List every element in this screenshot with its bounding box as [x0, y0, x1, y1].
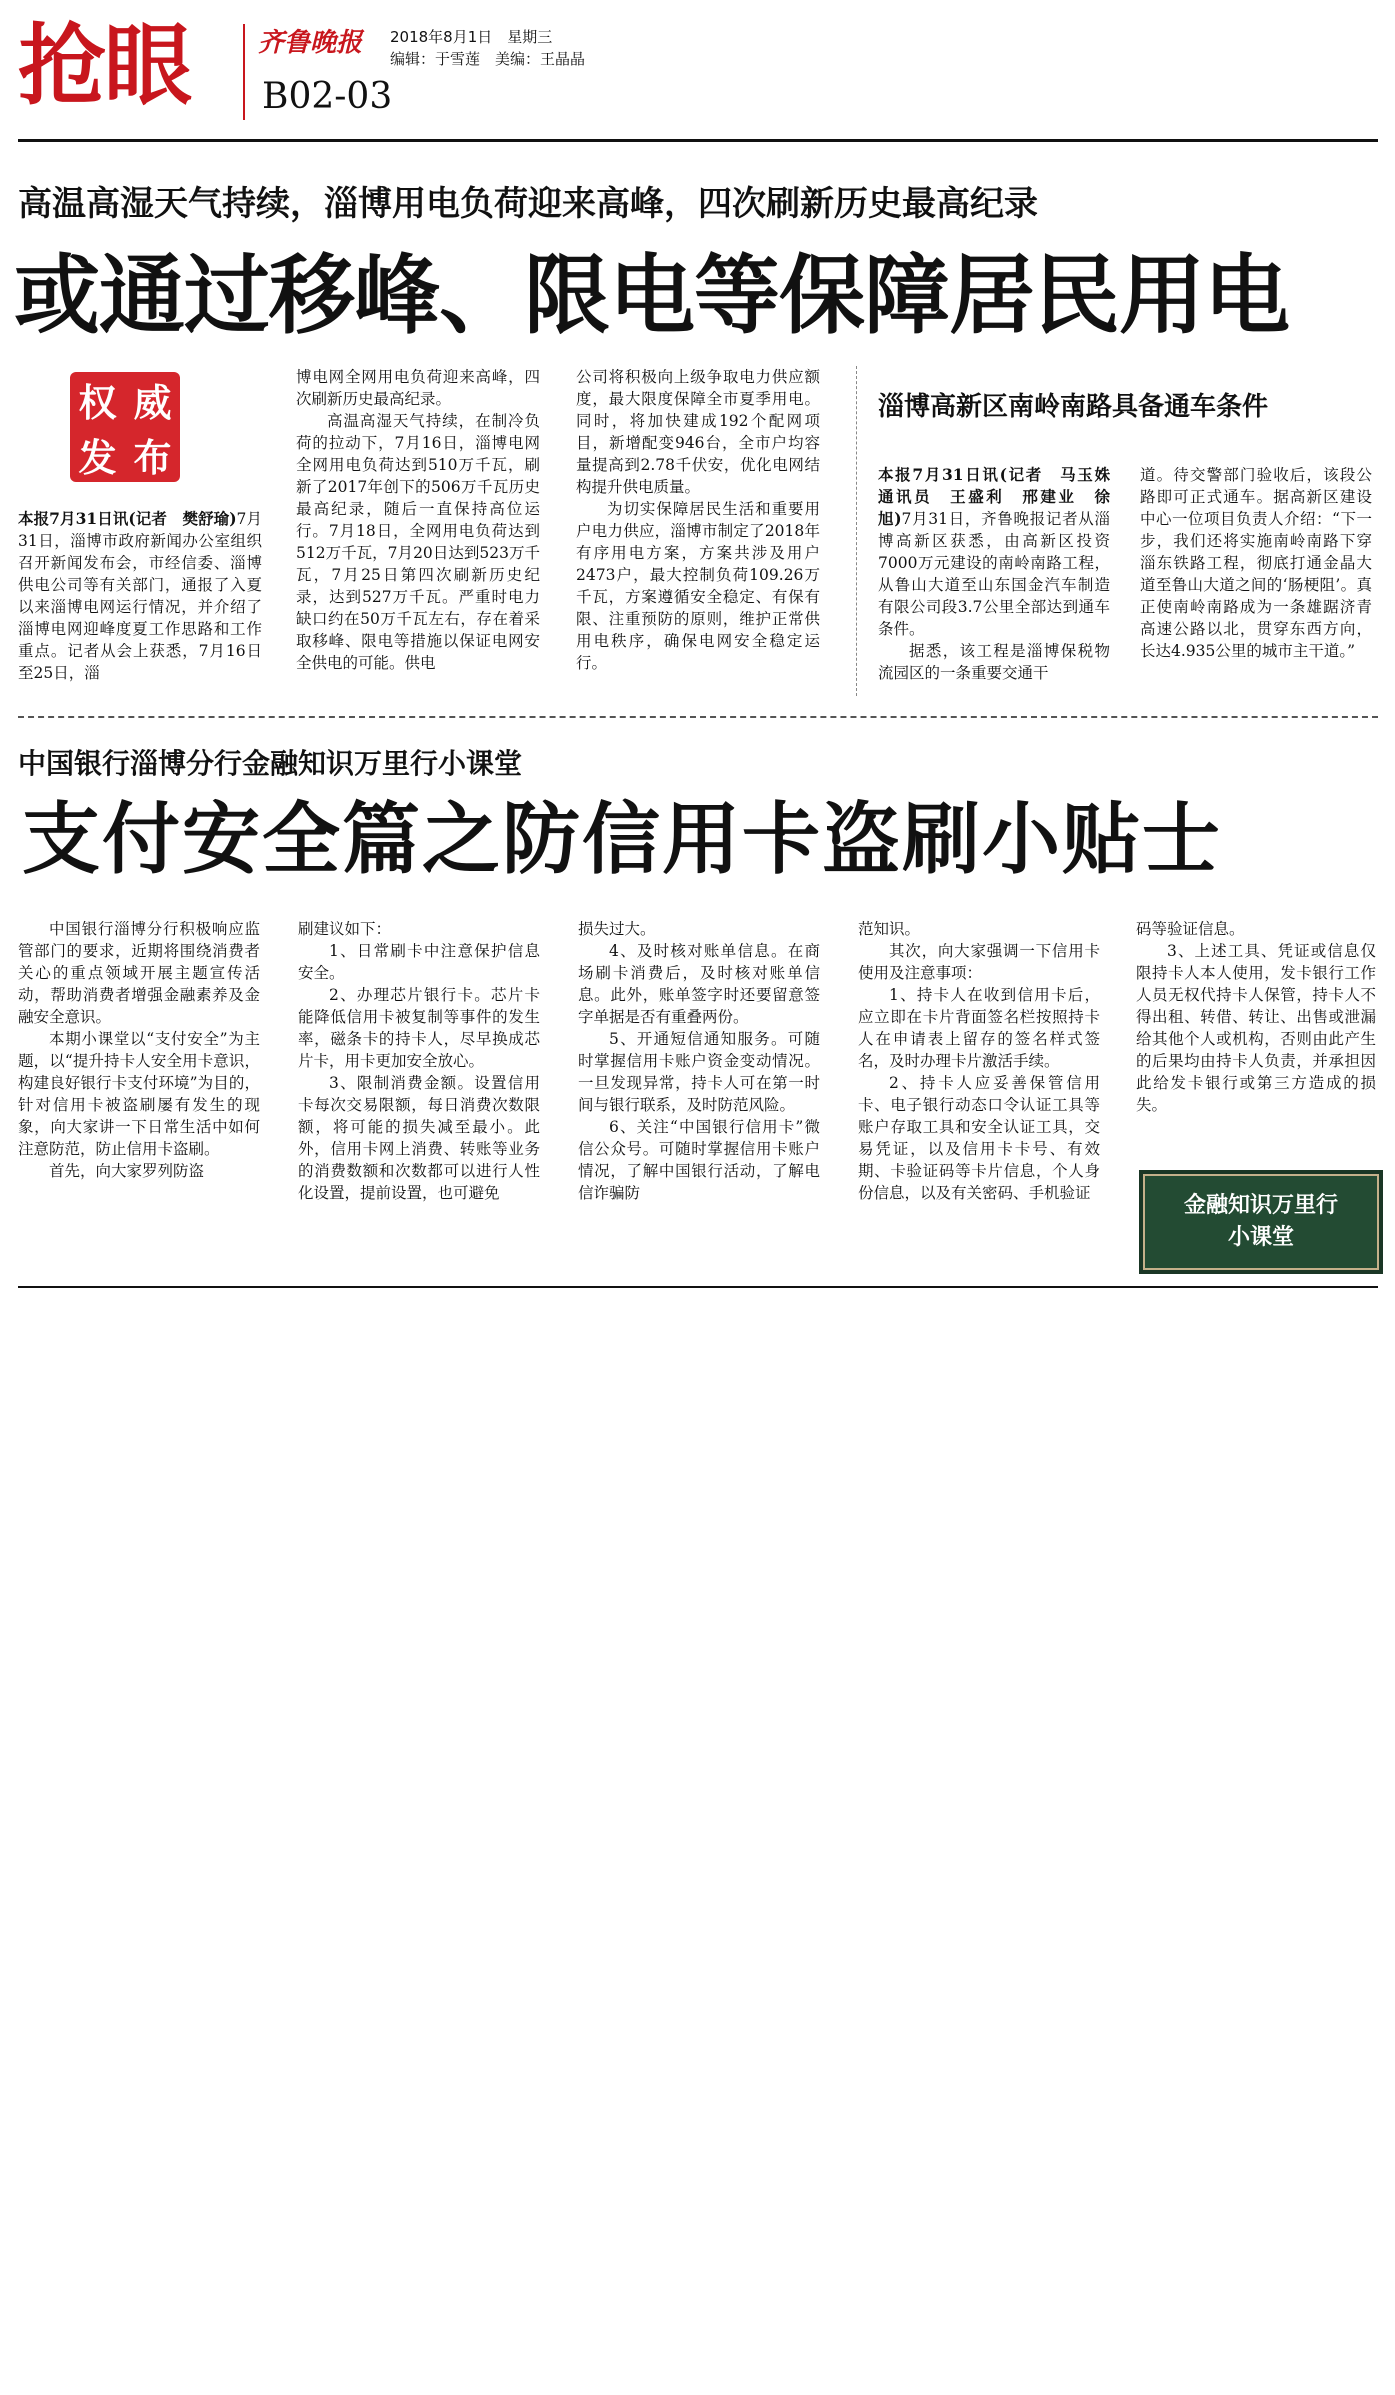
story1-paragraph: 高温高湿天气持续，在制冷负荷的拉动下，7月16日，淄博电网全网用电负荷达到510万千瓦，刷新了2017年创下的506万千瓦历史最高纪录，随后一直保持高位运行。7月18日，全网用电负荷达到512万千瓦，7月20日达到523万千瓦，7月25日第四次刷新历史纪录，达到527万千瓦。严重时电力缺口约在50万千瓦左右，存在着采取移峰、限电等措施以保证电网安全供电的可能。供电: [296, 412, 540, 672]
story3-paragraph: 3、限制消费金额。设置信用卡每次交易限额，每日消费次数限额，将可能的损失减至最小。此外，信用卡网上消费、转账等业务的消费数额和次数都可以进行人性化设置，提前设置，也可避免: [298, 1074, 540, 1202]
paper-logo: 齐鲁晚报: [258, 28, 363, 58]
bottom-rule: [18, 1286, 1378, 1288]
story3-paragraph: 刷建议如下：: [298, 920, 392, 938]
story3-paragraph: 2、持卡人应妥善保管信用卡、电子银行动态口令认证工具等账户存取工具和安全认证工具，交易凭证，以及信用卡卡号、有效期、卡验证码等卡片信息，个人身份信息，以及有关密码、手机验证: [858, 1074, 1100, 1202]
page-number: B02-03: [262, 76, 393, 117]
story2-title: 淄博高新区南岭南路具备通车条件: [878, 392, 1269, 422]
story3-paragraph: 1、日常刷卡中注意保护信息安全。: [298, 942, 540, 982]
section-name: 抢眼: [18, 14, 191, 117]
story3-column-5: [1136, 918, 1376, 1116]
story3-headline: 支付安全篇之防信用卡盗刷小贴士: [22, 795, 1223, 885]
masthead-rule: [18, 139, 1378, 142]
story3-column-1: [18, 918, 260, 1182]
story3-paragraph: 范知识。: [858, 920, 921, 938]
story2-byline: 本报7月31日讯(记者 马玉姝 通讯员 王盛利 邢建业 徐旭): [878, 465, 1126, 528]
seal-char: 权: [78, 381, 117, 425]
seal-char: 威: [133, 381, 172, 425]
story1-paragraph: 为切实保障居民生活和重要用户电力供应，淄博市制定了2018年有序用电方案，方案共涉及用户2473户，最大控制负荷109.26万千瓦，方案遵循安全稳定、有保有限、注重预防的原则，维护正常供用电秩序，确保电网安全稳定运行。: [576, 500, 820, 672]
section-divider: [18, 716, 1378, 718]
story3-paragraph: 其次，向大家强调一下信用卡使用及注意事项：: [858, 942, 1100, 982]
seal-char: 发: [78, 436, 117, 480]
story1-column-2: [296, 366, 540, 674]
authority-seal: [70, 372, 180, 482]
story1-column-3: [576, 366, 820, 674]
story3-paragraph: 3、上述工具、凭证或信息仅限持卡人本人使用，发卡银行工作人员无权代持卡人保管，持卡人不得出租、转借、转让、出售或泄漏给其他个人或机构，否则由此产生的后果均由持卡人负责，并承担因此给发卡银行或第三方造成的损失。: [1136, 942, 1376, 1114]
story3-paragraph: 首先，向大家罗列防盗: [49, 1162, 205, 1180]
story2-paragraph: 道。待交警部门验收后，该段公路即可正式通车。据高新区建设中心一位项目负责人介绍：“下一步，我们还将实施南岭南路下穿淄东铁路工程，彻底打通金晶大道至鲁山大道之间的‘肠梗阻’。真正使南岭南路成为一条雄踞济青高速公路以北，贯穿东西方向，长达4.935公里的城市主干道。”: [1140, 466, 1372, 660]
story3-paragraph: 本期小课堂以“支付安全”为主题，以“提升持卡人安全用卡意识，构建良好银行卡支付环境”为目的，针对信用卡被盗刷屡有发生的现象，向大家讲一下日常生活中如何注意防范，防止信用卡盗刷。: [18, 1030, 260, 1158]
seal-char: 布: [133, 436, 172, 480]
masthead: [18, 10, 1378, 130]
story3-paragraph: 2、办理芯片银行卡。芯片卡能降低信用卡被复制等事件的发生率，磁条卡的持卡人，尽早换成芯片卡，用卡更加安全放心。: [298, 986, 540, 1070]
story3-paragraph: 4、及时核对账单信息。在商场刷卡消费后，及时核对账单信息。此外，账单签字时还要留意签字单据是否有重叠两份。: [578, 942, 820, 1026]
story2-paragraph: 据悉，该工程是淄博保税物流园区的一条重要交通干: [878, 642, 1110, 682]
story3-paragraph: 5、开通短信通知服务。可随时掌握信用卡账户资金变动情况。一旦发现异常，持卡人可在第一时间与银行联系，及时防范风险。: [578, 1030, 820, 1114]
story3-paragraph: 中国银行淄博分行积极响应监管部门的要求，近期将围绕消费者关心的重点领域开展主题宣传活动，帮助消费者增强金融素养及金融安全意识。: [18, 920, 260, 1026]
story1-kicker: 高温高湿天气持续，淄博用电负荷迎来高峰，四次刷新历史最高纪录: [18, 184, 1038, 224]
story3-column-2: [298, 918, 540, 1204]
badge-line: 金融知识万里行: [1183, 1193, 1338, 1218]
story2-column-2: [1140, 464, 1372, 662]
editors-line: 编辑：于雪莲 美编：王晶晶: [390, 50, 586, 68]
badge-line: 小课堂: [1227, 1225, 1294, 1250]
story1-byline: 本报7月31日讯(记者 樊舒瑜): [18, 509, 237, 528]
story2-paragraph: 7月31日，齐鲁晚报记者从淄博高新区获悉，由高新区投资7000万元建设的南岭南路工程，从鲁山大道至山东国金汽车制造有限公司段3.7公里全部达到通车条件。: [878, 510, 1110, 638]
masthead-divider: [243, 24, 245, 120]
story3-paragraph: 1、持卡人在收到信用卡后，应立即在卡片背面签名栏按照持卡人在申请表上留存的签名样式签名，及时办理卡片激活手续。: [858, 986, 1100, 1070]
story1-paragraph: 7月31日，淄博市政府新闻办公室组织召开新闻发布会，市经信委、淄博供电公司等有关部门，通报了入夏以来淄博电网运行情况，并介绍了淄博电网迎峰度夏工作思路和工作重点。记者从会上获悉，7月16日至25日，淄: [18, 510, 262, 682]
story1-column-1: [18, 508, 262, 684]
story3-paragraph: 损失过大。: [578, 920, 656, 938]
story3-column-3: [578, 918, 820, 1204]
story3-paragraph: 码等验证信息。: [1136, 920, 1245, 938]
story1-paragraph: 公司将积极向上级争取电力供应额度，最大限度保障全市夏季用电。同时，将加快建成192个配网项目，新增配变946台，全市户均容量提高到2.78千伏安，优化电网结构提升供电质量。: [576, 368, 820, 496]
story3-paragraph: 6、关注“中国银行信用卡”微信公众号。可随时掌握信用卡账户情况，了解中国银行活动，了解电信诈骗防: [578, 1118, 820, 1202]
story3-column-4: [858, 918, 1100, 1204]
story2-column-1: [878, 464, 1126, 684]
financial-knowledge-badge: [1139, 1170, 1383, 1274]
story1-paragraph: 博电网全网用电负荷迎来高峰，四次刷新历史最高纪录。: [296, 368, 540, 408]
story3-kicker: 中国银行淄博分行金融知识万里行小课堂: [18, 747, 523, 780]
column-divider: [856, 366, 857, 696]
publication-date: 2018年8月1日 星期三: [390, 28, 553, 46]
story1-headline: 或通过移峰、限电等保障居民用电: [14, 246, 1289, 346]
